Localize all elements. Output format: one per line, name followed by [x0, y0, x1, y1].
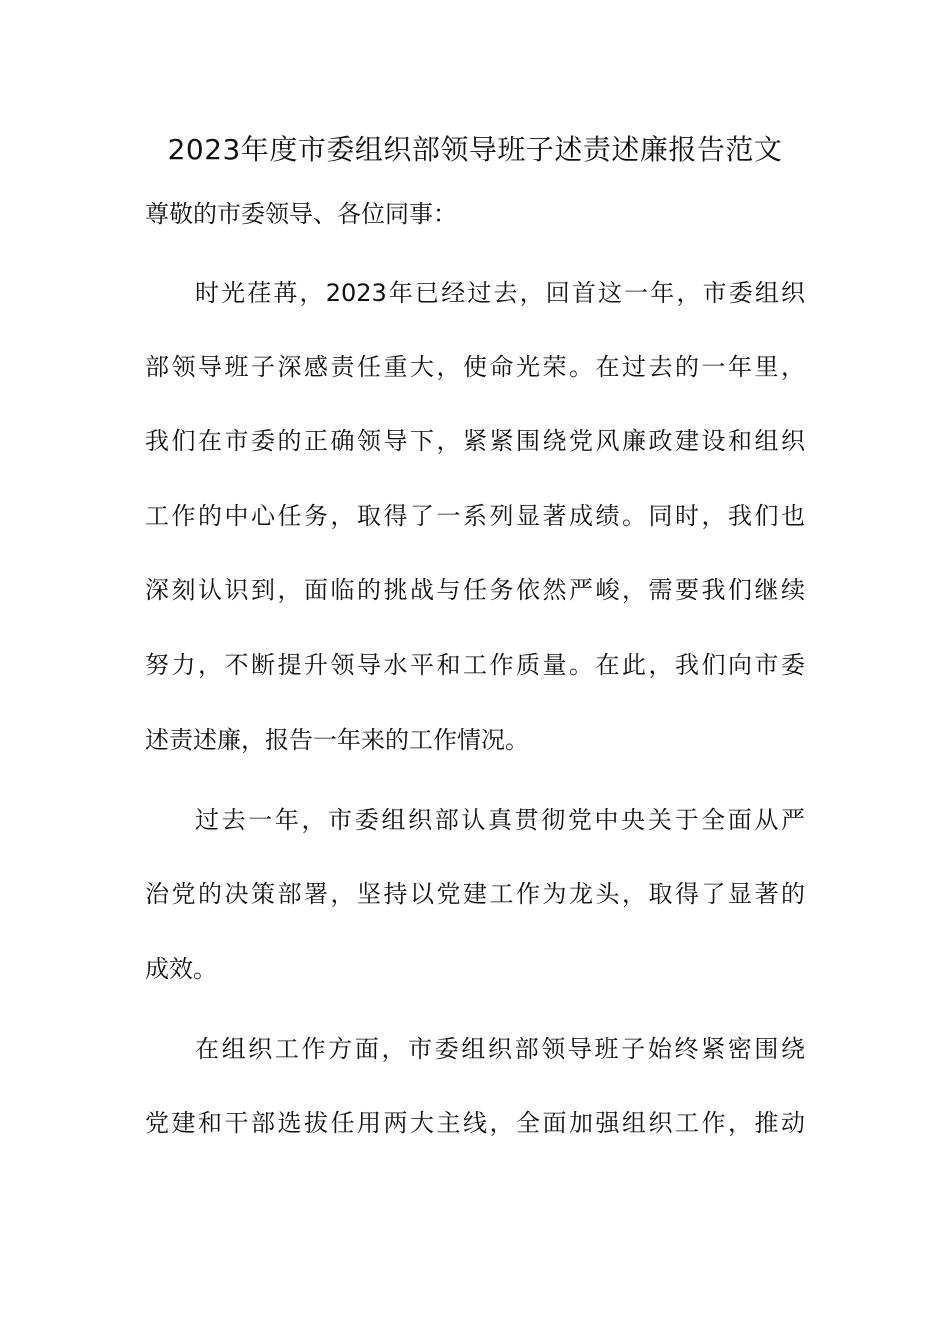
paragraph-2-line-3: 成效。 [145, 955, 217, 983]
paragraph-1-line-7: 述责述廉，报告一年来的工作情况。 [145, 726, 529, 754]
paragraph-1-line-5: 深刻认识到，面临的挑战与任务依然严峻，需要我们继续 [145, 576, 805, 604]
paragraph-2-line-2: 治党的决策部署，坚持以党建工作为龙头，取得了显著的 [145, 880, 805, 908]
paragraph-1-line-3: 我们在市委的正确领导下，紧紧围绕党风廉政建设和组织 [145, 427, 805, 455]
paragraph-3-line-2: 党建和干部选拔任用两大主线，全面加强组织工作，推动 [145, 1109, 805, 1137]
document-title: 2023年度市委组织部领导班子述责述廉报告范文 [167, 133, 783, 166]
paragraph-1-line-2: 部领导班子深感责任重大，使命光荣。在过去的一年里， [145, 353, 805, 381]
paragraph-1-line-4: 工作的中心任务，取得了一系列显著成绩。同时，我们也 [145, 502, 805, 530]
paragraph-1-line-1: 时光荏苒，2023年已经过去，回首这一年，市委组织 [195, 279, 805, 307]
paragraph-3-line-1: 在组织工作方面，市委组织部领导班子始终紧密围绕 [195, 1035, 805, 1063]
paragraph-2-line-1: 过去一年，市委组织部认真贯彻党中央关于全面从严 [195, 806, 805, 834]
salutation: 尊敬的市委领导、各位同事： [145, 200, 457, 228]
paragraph-1-line-6: 努力，不断提升领导水平和工作质量。在此，我们向市委 [145, 651, 805, 679]
